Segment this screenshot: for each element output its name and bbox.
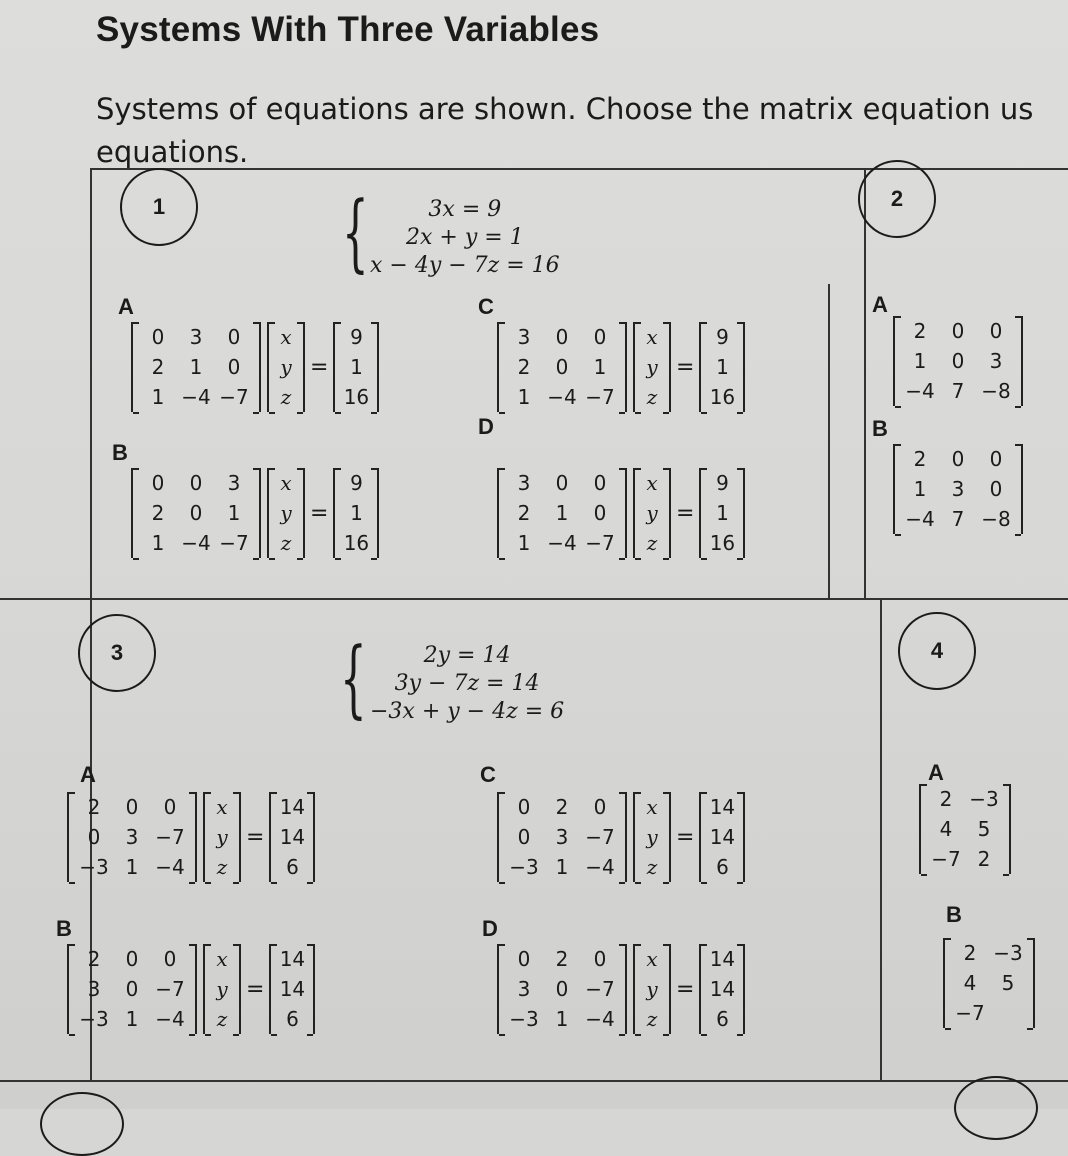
variable-cell: y: [646, 501, 658, 525]
matrix-cell: −4: [547, 531, 577, 555]
constant-cell: 16: [709, 385, 736, 409]
matrix-cell: 0: [951, 319, 965, 343]
problem-1-option-a[interactable]: [128, 322, 382, 412]
matrix-cell: 1: [555, 1007, 569, 1031]
variable-cell: y: [646, 355, 658, 379]
matrix-cell: 0: [151, 471, 165, 495]
matrix-cell: 0: [87, 825, 101, 849]
constant-vector: [699, 792, 745, 882]
constant-vector: [269, 944, 315, 1034]
matrix-cell: 5: [1001, 971, 1015, 995]
matrix-cell: −7: [585, 531, 615, 555]
problem-2-number: 2: [858, 160, 936, 238]
variable-cell: y: [280, 355, 292, 379]
coefficient-matrix: [893, 316, 1023, 406]
matrix-cell: 3: [517, 471, 531, 495]
variable-cell: y: [216, 825, 228, 849]
variable-cell: y: [646, 977, 658, 1001]
matrix-cell: −7: [155, 825, 185, 849]
equals-sign: =: [676, 824, 695, 850]
matrix-cell: −4: [181, 531, 211, 555]
variable-cell: x: [280, 325, 292, 349]
problem-1-number: 1: [120, 168, 198, 246]
constant-cell: 6: [286, 1007, 299, 1031]
problem-1-option-b[interactable]: [128, 468, 382, 558]
matrix-cell: 3: [87, 977, 101, 1001]
grid-line-middle: [0, 598, 1068, 600]
problem-3-equation-1: 2y = 14: [423, 643, 511, 668]
problem-3-brace: {: [340, 629, 367, 727]
variable-vector: [633, 944, 671, 1034]
matrix-cell: 3: [125, 825, 139, 849]
coefficient-matrix: [497, 944, 627, 1034]
coefficient-matrix: [67, 792, 197, 882]
matrix-cell: 1: [227, 501, 241, 525]
problem-1-equation-1: 3x = 9: [428, 197, 502, 222]
variable-cell: x: [216, 947, 228, 971]
problem-1-equation-2: 2x + y = 1: [406, 225, 524, 250]
matrix-cell: 0: [517, 825, 531, 849]
matrix-cell: 0: [593, 795, 607, 819]
matrix-cell: 0: [951, 447, 965, 471]
coefficient-matrix: [919, 784, 1011, 874]
matrix-cell: 3: [555, 825, 569, 849]
variable-cell: z: [280, 531, 292, 555]
matrix-cell: 1: [517, 531, 531, 555]
grid-line-center-top: [828, 284, 830, 598]
variable-cell: x: [216, 795, 228, 819]
matrix-cell: 0: [151, 325, 165, 349]
matrix-cell: −7: [155, 977, 185, 1001]
problem-1-option-d[interactable]: [494, 468, 748, 558]
variable-vector: [203, 944, 241, 1034]
coefficient-matrix: [67, 944, 197, 1034]
matrix-cell: −7: [585, 385, 615, 409]
matrix-cell: 3: [189, 325, 203, 349]
problem-3-equation-3: −3x + y − 4z = 6: [370, 699, 565, 724]
problem-5-number-partial: [40, 1092, 124, 1156]
problem-2-option-b-letter[interactable]: B: [872, 416, 888, 441]
grid-line-center-bottom: [880, 598, 882, 1080]
matrix-cell: −3: [509, 1007, 539, 1031]
constant-cell: 14: [709, 977, 736, 1001]
problem-3-option-a[interactable]: [64, 792, 318, 882]
problem-3-option-d-letter[interactable]: D: [482, 916, 498, 941]
matrix-cell: −4: [547, 385, 577, 409]
matrix-cell: −3: [79, 855, 109, 879]
problem-3-option-c[interactable]: [494, 792, 748, 882]
variable-cell: z: [646, 385, 658, 409]
matrix-cell: 7: [951, 507, 965, 531]
matrix-cell: 1: [151, 385, 165, 409]
matrix-cell: 0: [951, 349, 965, 373]
coefficient-matrix: [893, 444, 1023, 534]
variable-cell: z: [646, 855, 658, 879]
variable-cell: x: [280, 471, 292, 495]
matrix-cell: 0: [989, 319, 1003, 343]
matrix-cell: 0: [189, 471, 203, 495]
matrix-cell: 2: [977, 847, 991, 871]
problem-1-equation-3: x − 4y − 7z = 16: [370, 253, 560, 278]
constant-cell: 6: [716, 1007, 729, 1031]
page-title: Systems With Three Variables: [96, 10, 600, 49]
constant-cell: 9: [716, 325, 729, 349]
variable-cell: x: [646, 471, 658, 495]
instructions-line-2: equations.: [96, 135, 249, 169]
problem-1-option-c[interactable]: [494, 322, 748, 412]
matrix-cell: 0: [227, 355, 241, 379]
problem-4-option-a-letter[interactable]: A: [928, 760, 944, 785]
matrix-cell: −3: [79, 1007, 109, 1031]
constant-cell: 9: [716, 471, 729, 495]
matrix-cell: 0: [593, 501, 607, 525]
matrix-cell: 0: [125, 947, 139, 971]
problem-2-option-a[interactable]: [890, 316, 1026, 406]
matrix-cell: 0: [125, 795, 139, 819]
matrix-cell: 2: [939, 787, 953, 811]
variable-cell: z: [646, 1007, 658, 1031]
matrix-cell: −4: [585, 855, 615, 879]
constant-cell: 9: [350, 325, 363, 349]
matrix-cell: 0: [517, 947, 531, 971]
constant-vector: [699, 944, 745, 1034]
problem-2-option-a-letter[interactable]: A: [872, 292, 888, 317]
matrix-cell: 3: [989, 349, 1003, 373]
matrix-cell: 5: [977, 817, 991, 841]
grid-line-bottom: [0, 1080, 1068, 1082]
matrix-cell: 2: [913, 319, 927, 343]
problem-1-option-d-letter[interactable]: D: [478, 414, 494, 439]
variable-cell: z: [280, 385, 292, 409]
matrix-cell: 2: [963, 941, 977, 965]
constant-cell: 14: [709, 825, 736, 849]
matrix-cell: −4: [155, 855, 185, 879]
matrix-cell: 3: [517, 977, 531, 1001]
constant-vector: [333, 468, 379, 558]
matrix-cell: 1: [189, 355, 203, 379]
coefficient-matrix: [497, 792, 627, 882]
problem-2-option-b[interactable]: [890, 444, 1026, 534]
constant-vector: [699, 468, 745, 558]
variable-vector: [633, 322, 671, 412]
variable-vector: [267, 322, 305, 412]
problem-3-option-b-letter[interactable]: B: [56, 916, 72, 941]
problem-1-option-b-letter[interactable]: B: [112, 440, 128, 465]
matrix-cell: 1: [593, 355, 607, 379]
matrix-cell: 1: [913, 477, 927, 501]
problem-1-option-c-letter[interactable]: C: [478, 294, 494, 319]
variable-vector: [633, 792, 671, 882]
equals-sign: =: [676, 354, 695, 380]
matrix-cell: 0: [555, 355, 569, 379]
coefficient-matrix: [131, 468, 261, 558]
variable-cell: x: [646, 325, 658, 349]
matrix-cell: 2: [555, 947, 569, 971]
problem-3-option-a-letter[interactable]: A: [80, 762, 96, 787]
variable-cell: z: [646, 531, 658, 555]
matrix-cell: 1: [555, 855, 569, 879]
equals-sign: =: [676, 976, 695, 1002]
variable-cell: y: [280, 501, 292, 525]
problem-3-number: 3: [78, 614, 156, 692]
constant-cell: 14: [279, 795, 306, 819]
constant-cell: 16: [343, 385, 370, 409]
matrix-cell: 1: [517, 385, 531, 409]
matrix-cell: 0: [189, 501, 203, 525]
constant-cell: 1: [716, 501, 729, 525]
constant-cell: 16: [709, 531, 736, 555]
matrix-cell: 7: [951, 379, 965, 403]
matrix-cell: 0: [593, 471, 607, 495]
problem-3-option-b[interactable]: [64, 944, 318, 1034]
matrix-cell: 3: [951, 477, 965, 501]
matrix-cell: 2: [913, 447, 927, 471]
matrix-cell: 0: [593, 325, 607, 349]
constant-cell: 9: [350, 471, 363, 495]
problem-3-equation-2: 3y − 7z = 14: [394, 671, 540, 696]
constant-cell: 14: [279, 825, 306, 849]
equals-sign: =: [310, 500, 329, 526]
problem-4-option-b-letter[interactable]: B: [946, 902, 962, 927]
matrix-cell: −7: [955, 1001, 985, 1025]
matrix-cell: −8: [981, 507, 1011, 531]
matrix-cell: 0: [163, 947, 177, 971]
matrix-cell: 2: [87, 947, 101, 971]
coefficient-matrix: [131, 322, 261, 412]
variable-cell: z: [216, 1007, 228, 1031]
variable-cell: x: [646, 947, 658, 971]
constant-cell: 14: [279, 977, 306, 1001]
variable-cell: y: [646, 825, 658, 849]
matrix-cell: 2: [87, 795, 101, 819]
matrix-cell: 3: [517, 325, 531, 349]
matrix-cell: 0: [593, 947, 607, 971]
matrix-cell: −3: [509, 855, 539, 879]
matrix-cell: 1: [125, 855, 139, 879]
problem-6-number-partial: [954, 1076, 1038, 1140]
matrix-cell: 4: [963, 971, 977, 995]
matrix-cell: −7: [219, 385, 249, 409]
problem-4-number: 4: [898, 612, 976, 690]
matrix-cell: −7: [931, 847, 961, 871]
matrix-cell: −4: [155, 1007, 185, 1031]
matrix-cell: 1: [913, 349, 927, 373]
matrix-cell: −3: [969, 787, 999, 811]
matrix-cell: 1: [555, 501, 569, 525]
matrix-cell: −8: [981, 379, 1011, 403]
matrix-cell: 0: [555, 977, 569, 1001]
matrix-cell: 2: [517, 501, 531, 525]
matrix-cell: [989, 998, 1027, 1028]
constant-cell: 14: [709, 795, 736, 819]
constant-vector: [333, 322, 379, 412]
matrix-cell: 2: [517, 355, 531, 379]
matrix-cell: −4: [905, 507, 935, 531]
matrix-cell: 2: [555, 795, 569, 819]
equals-sign: =: [310, 354, 329, 380]
problem-4-option-b[interactable]: [940, 938, 1038, 1028]
variable-vector: [267, 468, 305, 558]
coefficient-matrix: [943, 938, 1035, 1028]
matrix-cell: 1: [125, 1007, 139, 1031]
grid-line-center-top-2: [864, 168, 866, 598]
problem-3-option-d[interactable]: [494, 944, 748, 1034]
matrix-cell: −7: [219, 531, 249, 555]
variable-cell: z: [216, 855, 228, 879]
instructions-line-1: Systems of equations are shown. Choose the matrix equation us: [96, 92, 1034, 126]
variable-vector: [633, 468, 671, 558]
coefficient-matrix: [497, 468, 627, 558]
problem-1-brace: {: [342, 183, 369, 281]
matrix-cell: 0: [555, 325, 569, 349]
matrix-cell: 0: [163, 795, 177, 819]
variable-cell: y: [216, 977, 228, 1001]
matrix-cell: −4: [585, 1007, 615, 1031]
equals-sign: =: [246, 976, 265, 1002]
equals-sign: =: [676, 500, 695, 526]
matrix-cell: 2: [151, 355, 165, 379]
matrix-cell: 0: [227, 325, 241, 349]
matrix-cell: −4: [905, 379, 935, 403]
constant-cell: 1: [350, 355, 363, 379]
matrix-cell: −7: [585, 825, 615, 849]
problem-3-option-c-letter[interactable]: C: [480, 762, 496, 787]
matrix-cell: 0: [517, 795, 531, 819]
coefficient-matrix: [497, 322, 627, 412]
matrix-cell: 4: [939, 817, 953, 841]
variable-cell: x: [646, 795, 658, 819]
matrix-cell: 2: [151, 501, 165, 525]
constant-cell: 14: [279, 947, 306, 971]
matrix-cell: −4: [181, 385, 211, 409]
variable-vector: [203, 792, 241, 882]
constant-cell: 6: [286, 855, 299, 879]
matrix-cell: −3: [993, 941, 1023, 965]
matrix-cell: 1: [151, 531, 165, 555]
constant-cell: 1: [716, 355, 729, 379]
matrix-cell: −7: [585, 977, 615, 1001]
constant-cell: 1: [350, 501, 363, 525]
matrix-cell: 0: [989, 447, 1003, 471]
problem-4-option-a[interactable]: [916, 784, 1014, 874]
matrix-cell: 0: [125, 977, 139, 1001]
constant-vector: [269, 792, 315, 882]
constant-cell: 14: [709, 947, 736, 971]
matrix-cell: 0: [555, 471, 569, 495]
matrix-cell: 3: [227, 471, 241, 495]
matrix-cell: 0: [989, 477, 1003, 501]
equals-sign: =: [246, 824, 265, 850]
constant-cell: 6: [716, 855, 729, 879]
problem-1-option-a-letter[interactable]: A: [118, 294, 134, 319]
constant-vector: [699, 322, 745, 412]
constant-cell: 16: [343, 531, 370, 555]
